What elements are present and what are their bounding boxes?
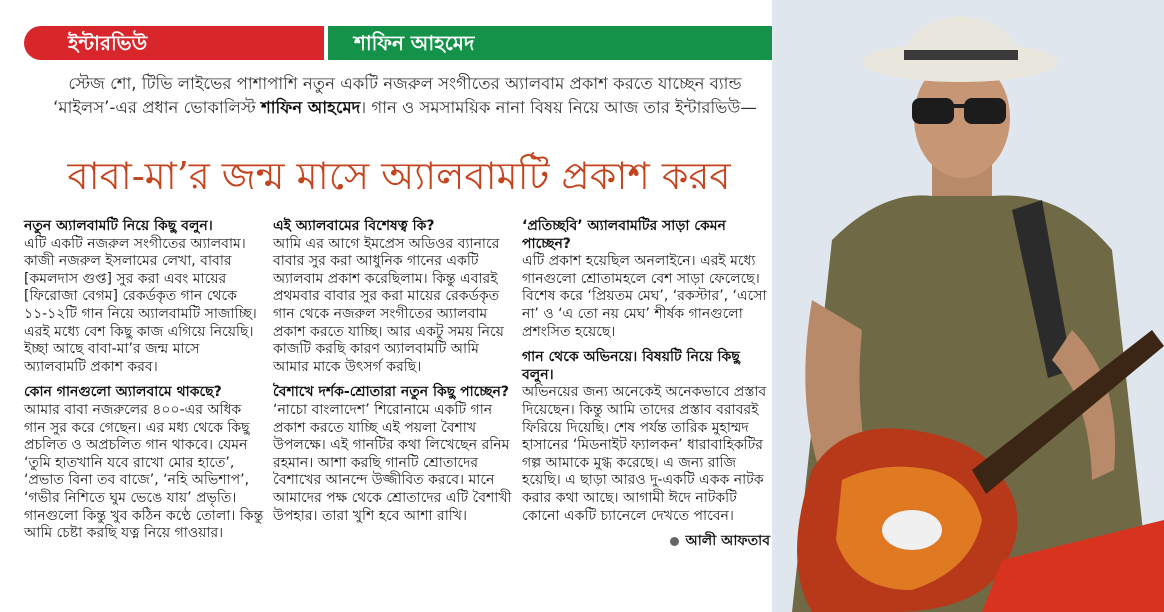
author-name: আলী আফতাব [685,533,770,550]
subject-name-bar [328,26,772,60]
section-label: ইন্টারভিউ [68,31,148,55]
question: বৈশাখে দর্শক-শ্রোতারা নতুন কিছু পাচ্ছেন? [273,384,510,401]
answer: এটি প্রকাশ হয়েছিল অনলাইনে। এরই মধ্যে গানগুলো শ্রোতামহলে বেশ সাড়া ফেলেছে। বিশেষ করে ‘প্রিয়তম মেঘ’, ‘রকস্টার’, ‘এসো না’ ও ‘এ তো নয় মেঘ’ শীর্ষক গানগুলো প্রশংসিত হয়েছে। [522,253,767,340]
portrait-photo [772,0,1164,612]
question: কোন গানগুলো অ্যালবামে থাকছে? [24,384,222,401]
intro-name-bold: শাফিন আহমেদ [260,98,361,117]
answer: ‘নাচো বাংলাদেশ’ শিরোনামে একটি গান প্রকাশ করতে যাচ্ছি এই পয়লা বৈশাখ উপলক্ষে। এই গানটির কথা লিখেছেন রনিম রহমান। আশা করছি গানটি শ্রোতাদের বৈশাখের আনন্দে উজ্জীবিত করবে। মানে আমাদের পক্ষ থেকে শ্রোতাদের এটি বৈশাখী উপহার। তারা খুশি হবে আশা রাখি। [273,401,512,524]
section-label-bar [24,26,324,60]
answer: আমার বাবা নজরুলের ৪০০-এর অধিক গান সুর করে গেছেন। এর মধ্য থেকে কিছু প্রচলিত ও অপ্রচলিত গান থাকবে। যেমন ‘তুমি হাতখানি যবে রাখো মোর হাতে’, ‘প্রভাত বিনা তব বাজে’, ‘নহি অভিশাপ’, ‘গভীর নিশিতে ঘুম ভেঙে যায়’ প্রভৃতি। গানগুলো কিন্তু খুব কঠিন কণ্ঠে তোলা। কিন্তু আমি চেষ্টা করছি যত্ন নিয়ে গাওয়ার। [24,401,264,542]
answer: আমি এর আগে ইমপ্রেস অডিওর ব্যানারে বাবার সুর করা আধুনিক গানের একটি অ্যালবাম প্রকাশ করেছিলাম। কিন্তু এবারই প্রথমবার বাবার সুর করা মায়ের রেকর্ডকৃত গান থেকে নজরুল সংগীতের অ্যালবাম প্রকাশ করতে যাচ্ছি। আর একটু সময় নিয়ে কাজটি করছি কারণ অ্যালবামটি আমি আমার মাকে উৎসর্গ করছি। [273,235,504,375]
intro-paragraph [40,72,770,120]
article-column-1 [24,218,264,551]
headline: বাবা-মা’র জন্ম মাসে অ্যালবামটি প্রকাশ করব [67,154,731,198]
author-credit [522,533,770,551]
article-column-3 [522,218,770,551]
question: নতুন অ্যালবামটি নিয়ে কিছু বলুন। [24,218,213,234]
question: এই অ্যালবামের বিশেষত্ব কি? [273,218,435,234]
question: গান থেকে অভিনয়ে। বিষয়টি নিয়ে কিছু বলুন। [522,349,740,383]
question: ‘প্রতিচ্ছবি’ অ্যালবামটির সাড়া কেমন পাচ্ছেন? [522,218,726,252]
answer: এটি একটি নজরুল সংগীতের অ্যালবাম। কাজী নজরুল ইসলামের লেখা, বাবার [কমলদাস গুপ্ত] সুর করা এবং মায়ের [ফিরোজা বেগম] রেকর্ডকৃত গান থেকে ১১-১২টি গান নিয়ে অ্যালবামটি সাজাচ্ছি। এরই মধ্যে বেশ কিছু কাজ এগিয়ে নিয়েছি। ইচ্ছা আছে বাবা-মা’র জন্ম মাসে অ্যালবামটি প্রকাশ করব। [24,235,257,375]
bullet-dot-icon [670,537,679,546]
subject-name: শাফিন আহমেদ [354,31,475,55]
portrait-with-guitar-icon [772,0,1164,612]
intro-text-after: । গান ও সমসাময়িক নানা বিষয় নিয়ে আজ তার ইন্টারভিউ— [360,98,757,117]
article-column-2 [273,218,513,533]
answer: অভিনয়ের জন্য অনেকেই অনেকভাবে প্রস্তাব দিয়েছেন। কিন্তু আমি তাদের প্রস্তাব বরাবরই ফিরিয়ে দিয়েছি। শেষ পর্যন্ত তারিক মুহাম্মদ হাসানের ‘মিডনাইট ফ্যালকন’ ধারাবাহিকটির গল্প আমাকে মুগ্ধ করেছে। এ জন্য রাজি হয়েছি। এ ছাড়া আরও দু-একটি একক নাটক করার কথা আছে। আগামী ঈদে নাটকটি কোনো একটি চ্যানেলে দেখতে পাবেন। [522,384,767,524]
intro-text-before: স্টেজ শো, টিভি লাইভের পাশাপাশি নতুন একটি নজরুল সংগীতের অ্যালবাম প্রকাশ করতে যাচ্ছেন ব্যান্ড ‘মাইলস’-এর প্রধান ভোকালিস্ট [53,74,742,117]
